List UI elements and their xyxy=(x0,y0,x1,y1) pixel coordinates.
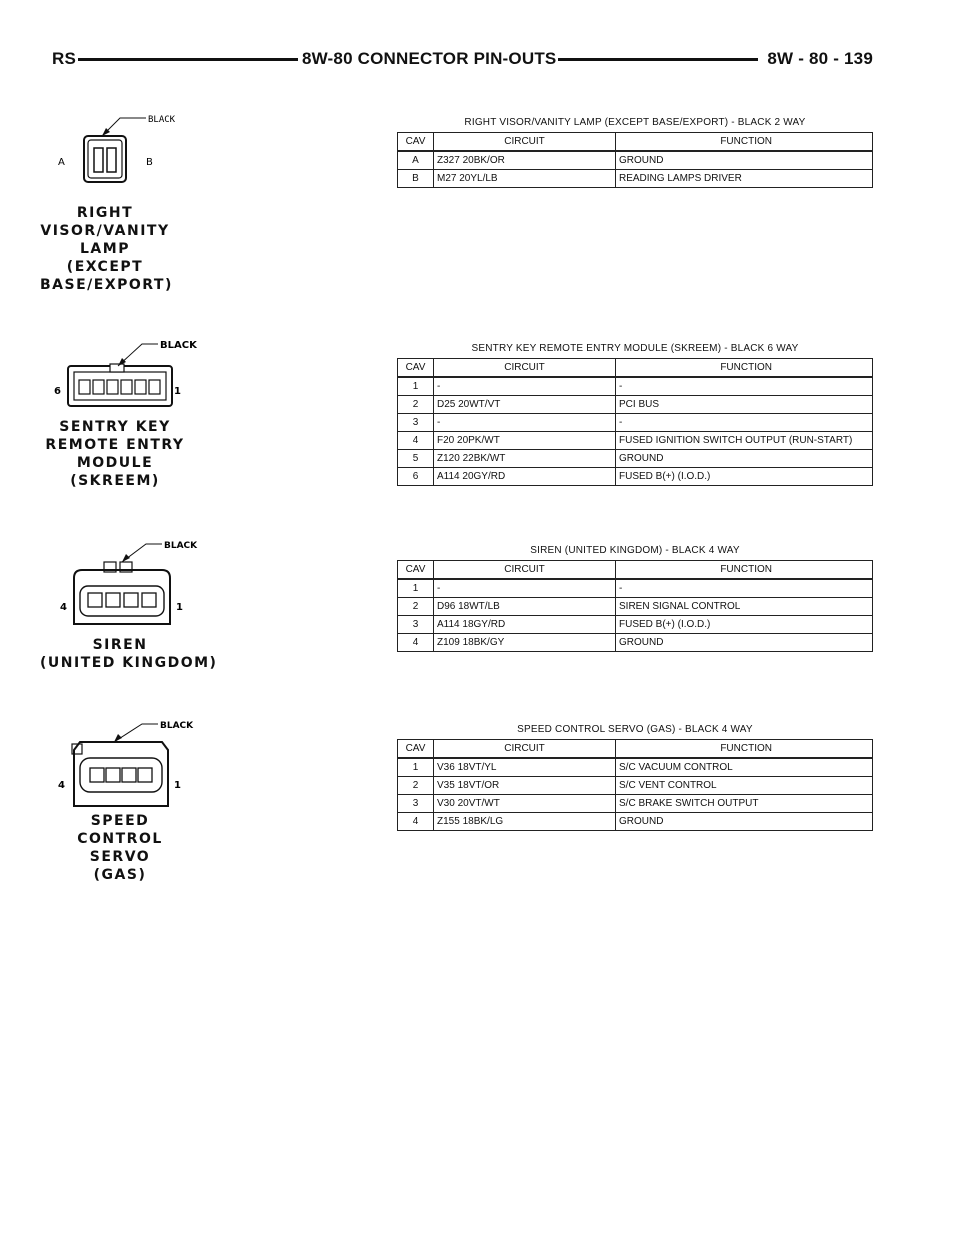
header-title: 8W-80 CONNECTOR PIN-OUTS xyxy=(302,49,557,68)
table-row: 2 D25 20WT/VT PCI BUS xyxy=(398,396,873,414)
connector-drawing-speed-control xyxy=(50,718,230,814)
table-row: 1 - - xyxy=(398,579,873,598)
pin-label-right: B xyxy=(146,157,153,168)
pin-label-left: 6 xyxy=(54,386,61,397)
table-title: SIREN (UNITED KINGDOM) - BLACK 4 WAY xyxy=(530,545,740,556)
connector-drawing-siren xyxy=(50,538,230,634)
page-header xyxy=(50,48,875,72)
connector-2way-icon xyxy=(50,110,210,200)
header-page-number: 8W - 80 - 139 xyxy=(767,49,873,68)
pin-label-right: 1 xyxy=(174,780,181,791)
color-label: BLACK xyxy=(160,340,197,351)
connector-caption: SENTRY KEY REMOTE ENTRY MODULE (SKREEM) xyxy=(45,419,185,489)
col-cav: CAV xyxy=(398,133,434,152)
pin-label-right: 1 xyxy=(176,602,183,613)
col-circuit: CIRCUIT xyxy=(434,561,616,580)
header-rule-right xyxy=(542,58,758,61)
connector-6way-icon xyxy=(50,336,220,416)
connector-caption: SPEED CONTROL SERVO (GAS) xyxy=(77,813,163,883)
pinout-table xyxy=(397,560,873,652)
table-row: A Z327 20BK/OR GROUND xyxy=(398,151,873,170)
table-header-row xyxy=(398,740,873,759)
pinout-table xyxy=(397,358,873,486)
color-label: BLACK xyxy=(160,721,194,731)
color-label: BLACK xyxy=(148,115,176,125)
table-row: 1 V36 18VT/YL S/C VACUUM CONTROL xyxy=(398,758,873,777)
connector-drawing-visor-lamp xyxy=(50,110,230,200)
col-circuit: CIRCUIT xyxy=(434,359,616,378)
table-row: 4 Z155 18BK/LG GROUND xyxy=(398,813,873,831)
table-row: 4 F20 20PK/WT FUSED IGNITION SWITCH OUTPUT (RUN-START) xyxy=(398,432,873,450)
col-function: FUNCTION xyxy=(616,561,873,580)
col-circuit: CIRCUIT xyxy=(434,133,616,152)
connector-4way-icon xyxy=(50,538,220,634)
table-row: 4 Z109 18BK/GY GROUND xyxy=(398,634,873,652)
table-row: 5 Z120 22BK/WT GROUND xyxy=(398,450,873,468)
table-row: 3 - - xyxy=(398,414,873,432)
table-row: 2 D96 18WT/LB SIREN SIGNAL CONTROL xyxy=(398,598,873,616)
col-function: FUNCTION xyxy=(616,740,873,759)
pin-label-left: 4 xyxy=(58,780,65,791)
pin-label-right: 1 xyxy=(174,386,181,397)
color-label: BLACK xyxy=(164,541,198,551)
col-circuit: CIRCUIT xyxy=(434,740,616,759)
connector-caption: RIGHT VISOR/VANITY LAMP (EXCEPT BASE/EXPORT) xyxy=(40,205,173,293)
table-row: 1 - - xyxy=(398,377,873,396)
col-function: FUNCTION xyxy=(616,359,873,378)
col-cav: CAV xyxy=(398,359,434,378)
table-header-row xyxy=(398,133,873,152)
pin-label-left: 4 xyxy=(60,602,67,613)
table-row: 3 V30 20VT/WT S/C BRAKE SWITCH OUTPUT xyxy=(398,795,873,813)
col-function: FUNCTION xyxy=(616,133,873,152)
col-cav: CAV xyxy=(398,561,434,580)
table-title: SENTRY KEY REMOTE ENTRY MODULE (SKREEM) - BLACK 6 WAY xyxy=(471,343,799,354)
table-row: 3 A114 18GY/RD FUSED B(+) (I.O.D.) xyxy=(398,616,873,634)
header-rule-left xyxy=(78,58,298,61)
connector-4way-icon xyxy=(50,718,220,814)
pin-label-left: A xyxy=(58,157,65,168)
connector-drawing-skreem xyxy=(50,336,230,416)
connector-caption: SIREN (UNITED KINGDOM) xyxy=(40,637,218,671)
pinout-table xyxy=(397,739,873,831)
table-title: RIGHT VISOR/VANITY LAMP (EXCEPT BASE/EXPORT) - BLACK 2 WAY xyxy=(464,117,806,128)
col-cav: CAV xyxy=(398,740,434,759)
header-section-code: RS xyxy=(52,49,77,68)
table-row: 2 V35 18VT/OR S/C VENT CONTROL xyxy=(398,777,873,795)
table-header-row xyxy=(398,359,873,378)
table-title: SPEED CONTROL SERVO (GAS) - BLACK 4 WAY xyxy=(517,724,753,735)
table-row: 6 A114 20GY/RD FUSED B(+) (I.O.D.) xyxy=(398,468,873,486)
table-row: B M27 20YL/LB READING LAMPS DRIVER xyxy=(398,170,873,188)
table-header-row xyxy=(398,561,873,580)
pinout-table xyxy=(397,132,873,188)
